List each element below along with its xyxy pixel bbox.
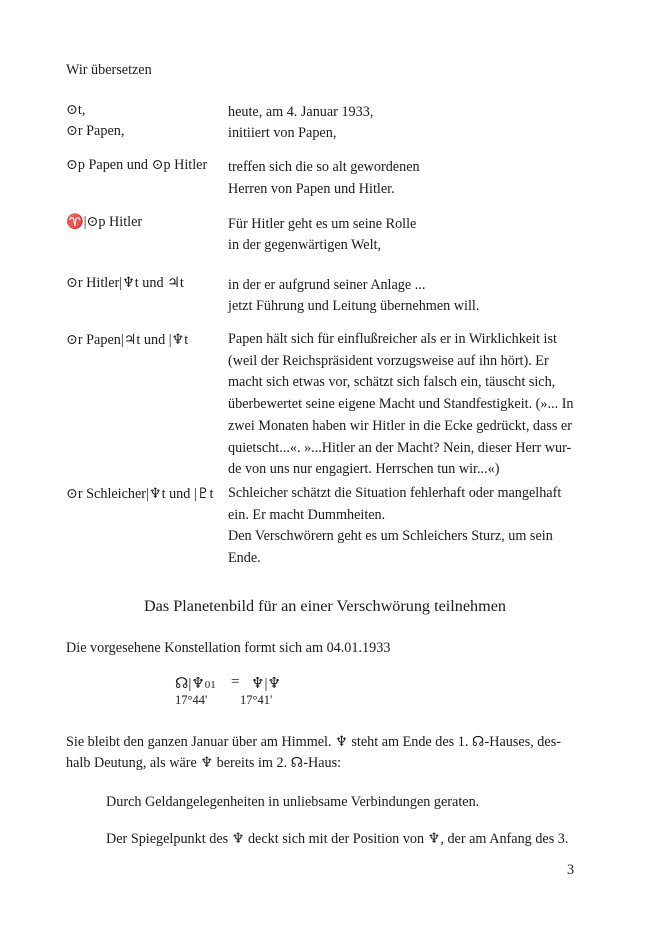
row-label: ⊙p Papen und ⊙p Hitler — [66, 157, 208, 173]
formula-subscript: 01 — [204, 679, 216, 691]
intro-line: Wir übersetzen — [66, 62, 152, 78]
paragraph-line: Der Spiegelpunkt des ♆ deckt sich mit der Position von ♆, der am Anfang des 3. — [106, 831, 569, 847]
paragraph-line: de von uns nur engagiert. Herrschen tun wir...«) — [228, 461, 500, 478]
row-label: ⊙r Hitler|♆t und ♃t — [66, 275, 184, 291]
row-label: ♈|⊙p Hitler — [66, 214, 143, 230]
row-label: ⊙r Schleicher|♆t und |♇t — [66, 486, 214, 502]
paragraph-line: überbewertet seine eigene Macht und Standfestigkeit. (»... In — [228, 396, 574, 413]
row-label: ⊙r Papen|♃t und |♆t — [66, 332, 189, 348]
row-text: heute, am 4. Januar 1933, — [228, 104, 374, 120]
row-text: treffen sich die so alt gewordenen — [228, 159, 420, 175]
paragraph-line: ein. Er macht Dummheiten. — [228, 506, 386, 523]
paragraph-line: halb Deutung, als wäre ♆ bereits im 2. ☊-Haus: — [66, 755, 342, 771]
row-text: Für Hitler geht es um seine Rolle — [228, 216, 417, 232]
row-paragraph — [228, 483, 574, 570]
formula-equals: = — [231, 674, 240, 690]
paragraph-line: macht sich etwas vor, schätzt sich falsch ein, täuscht sich, — [228, 374, 556, 391]
paragraph-line: zwei Monaten haben wir Hitler in die Ecke gedrückt, dass er — [228, 417, 572, 434]
row-text: in der er aufgrund seiner Anlage ... — [228, 277, 426, 293]
formula-rhs: ♆|♆ — [251, 676, 281, 692]
page-number: 3 — [567, 862, 575, 878]
row-label: ⊙t, — [66, 102, 86, 118]
paragraph-line: Sie bleibt den ganzen Januar über am Himmel. ♆ steht am Ende des 1. ☊-Hauses, des- — [66, 734, 561, 750]
paragraph-line: Den Verschwörern geht es um Schleichers Sturz, um sein — [228, 528, 553, 545]
paragraph-line: Papen hält sich für einflußreicher als er in Wirklichkeit ist — [228, 331, 557, 347]
row-text: in der gegenwärtigen Welt, — [228, 237, 382, 253]
degree-left: 17°44' — [175, 693, 208, 707]
paragraph-line: Ende. — [228, 550, 261, 567]
row-paragraph — [228, 329, 574, 481]
paragraph-line: Schleicher schätzt die Situation fehlerhaft oder mangelhaft — [228, 485, 562, 501]
row-text: initiiert von Papen, — [228, 125, 337, 141]
constellation-line: Die vorgesehene Konstellation formt sich am 04.01.1933 — [66, 640, 391, 656]
degree-right: 17°41' — [240, 693, 273, 707]
formula-lhs-symbols: ☊|♆ — [175, 676, 205, 692]
section-heading: Das Planetenbild für an einer Verschwörung teilnehmen — [143, 597, 506, 615]
paragraph-line: (weil der Reichspräsident vorzugsweise auf ihn hört). Er — [228, 352, 549, 369]
row-text: jetzt Führung und Leitung übernehmen will. — [228, 298, 480, 314]
row-label: ⊙r Papen, — [66, 123, 125, 139]
paragraph-line: quietscht...«. »...Hitler an der Macht? Nein, dieser Herr wur- — [228, 439, 572, 456]
block-quote: Durch Geldangelegenheiten in unliebsame Verbindungen geraten. — [106, 794, 480, 810]
row-text: Herren von Papen und Hitler. — [228, 181, 395, 197]
formula-lhs — [175, 674, 216, 693]
